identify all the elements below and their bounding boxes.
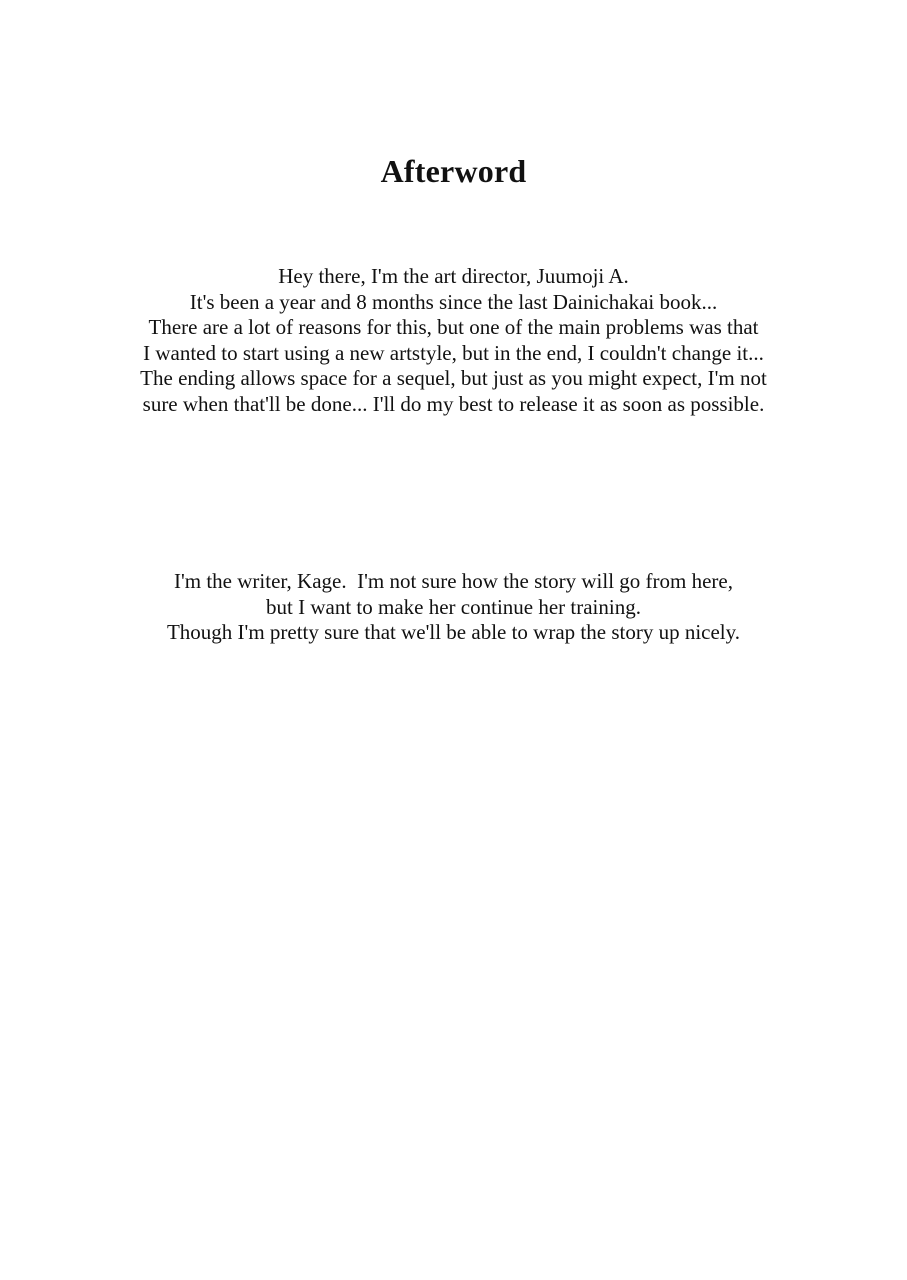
text-line: There are a lot of reasons for this, but one of the main problems was that bbox=[148, 315, 759, 339]
text-line: The ending allows space for a sequel, but just as you might expect, I'm not bbox=[140, 366, 767, 390]
text-line: I wanted to start using a new artstyle, but in the end, I couldn't change it... bbox=[143, 340, 764, 365]
writer-note bbox=[60, 569, 847, 646]
art-director-note bbox=[60, 264, 847, 417]
text-line: I'm the writer, Kage. I'm not sure how the story will go from here, bbox=[173, 569, 733, 593]
text-line: but I want to make her continue her training. bbox=[266, 594, 641, 619]
page-title: Afterword bbox=[380, 153, 527, 189]
text-line: It's been a year and 8 months since the last Dainichakai book... bbox=[189, 289, 718, 314]
text-line: Though I'm pretty sure that we'll be able to wrap the story up nicely. bbox=[166, 620, 741, 644]
text-line: Hey there, I'm the art director, Juumoji A. bbox=[278, 264, 629, 288]
text-line: sure when that'll be done... I'll do my best to release it as soon as possible. bbox=[142, 391, 765, 416]
